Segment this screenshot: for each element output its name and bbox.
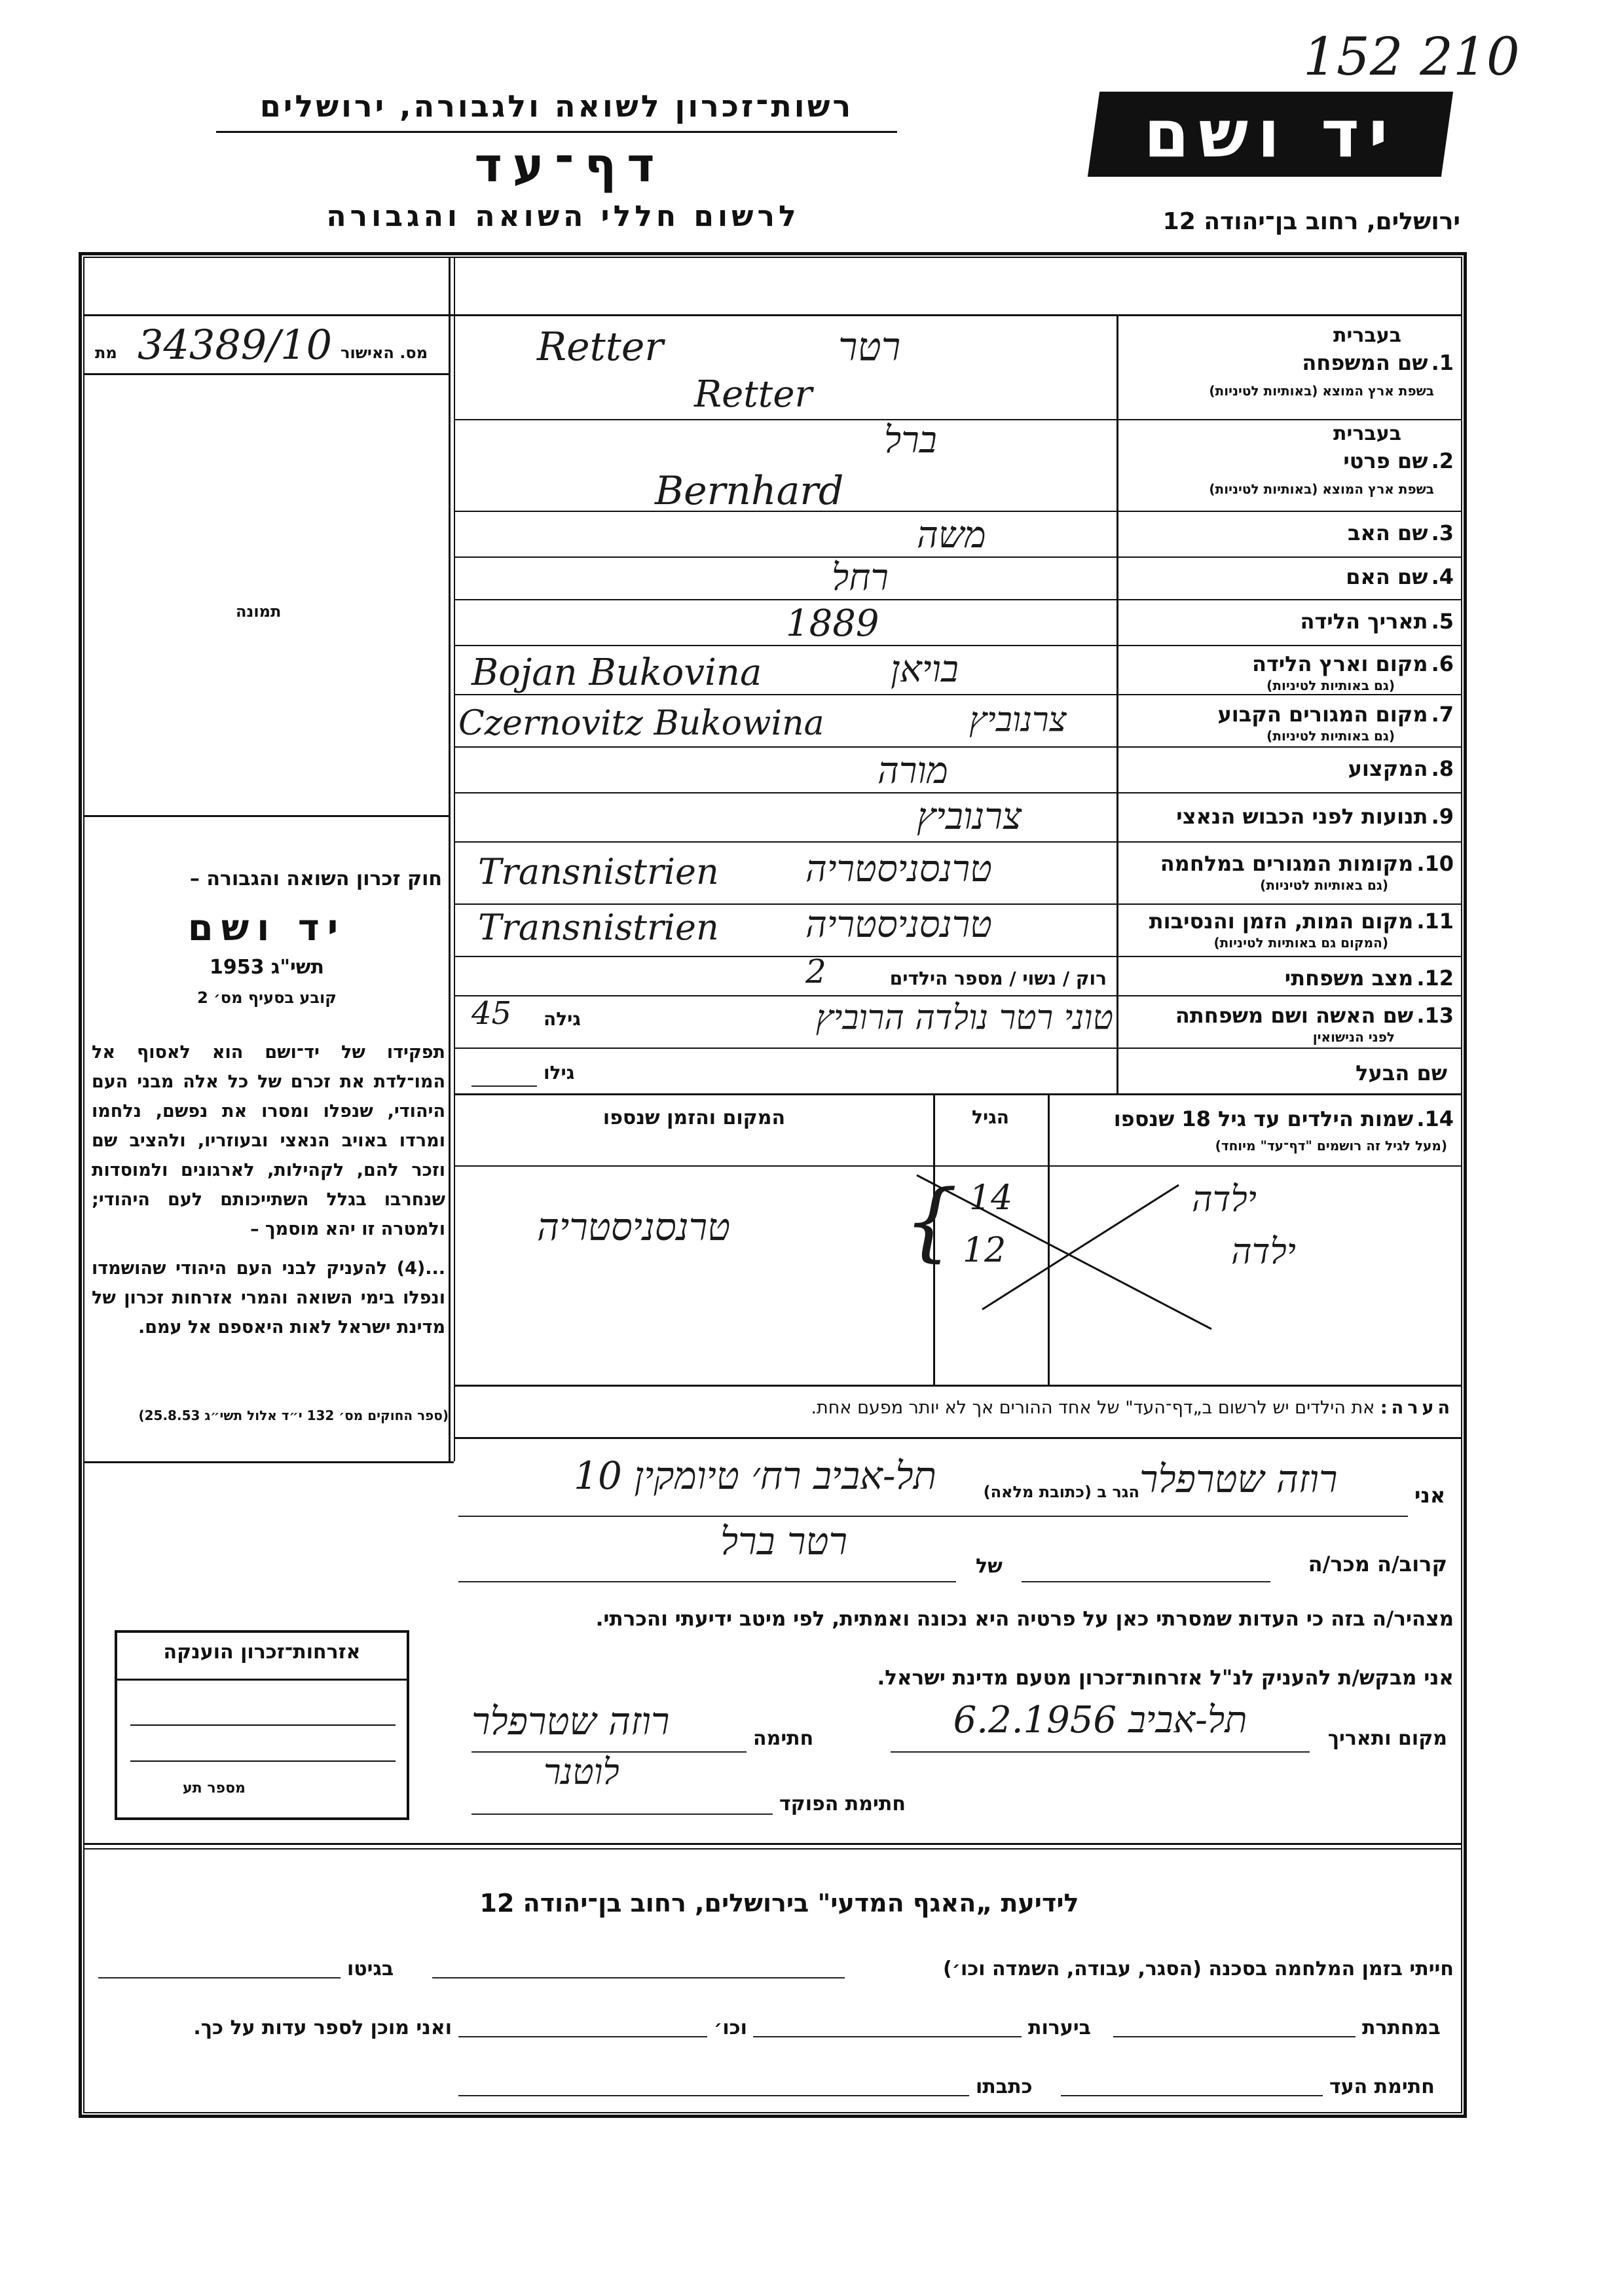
relation-person: רטר ברל — [720, 1519, 848, 1563]
field-1-value-latin: Retter — [537, 324, 664, 370]
law-clause4: ...(4) להעניק לבני העם היהודי שהושמדו ונפלו בימי השואה והמרי אזרחות זכרון של מדינת ישראל לאות היאספם אל עמם. — [92, 1258, 445, 1338]
law-year: תשי"ג 1953 — [209, 956, 325, 979]
form-subtitle: לרשום חללי השואה והגבורה — [326, 200, 800, 233]
field-13-value: טוני רטר נולדה הרוביץ — [815, 998, 1113, 1038]
authority-title: רשות־זכרון לשואה ולגבורה, ירושלים — [259, 88, 854, 124]
field-9-value: צרנוביץ — [917, 795, 1022, 838]
children-place: טרנסניסטריה — [537, 1205, 731, 1249]
field-2-value-hebrew: ברל — [884, 419, 937, 462]
place-date: תל-אביב 6.2.1956 — [953, 1699, 1247, 1741]
declarant-ani: אני — [1414, 1483, 1446, 1508]
field-6-value-hebrew: בויאן — [891, 648, 959, 691]
declarant-address-label: הגר ב (כתובת מלאה) — [983, 1483, 1139, 1501]
bottom-line3-start: חתימת העד — [1329, 2075, 1435, 2098]
declarant-address: תל-אביב רח׳ טיומקין 10 — [574, 1453, 936, 1498]
field-13-sub: לפני הנישואין — [1312, 1029, 1395, 1045]
request-text: אני מבקש/ת להעניק לנ"ל אזרחות־זכרון מטעם מדינת ישראל. — [877, 1666, 1454, 1690]
field-10-value-hebrew: טרנסניסטריה — [805, 848, 992, 890]
citizenship-stamp-box — [115, 1630, 409, 1820]
field-1-sub: בשפת ארץ המוצא (באותיות לטיניות) — [1209, 383, 1434, 399]
children-sub: (מעל לגיל זה רושמים "דף־עד" מיוחד) — [1215, 1138, 1447, 1154]
field-13-age: 45 — [471, 995, 512, 1032]
bottom-line2-mid: ביערות — [1028, 2016, 1091, 2039]
field-2-lang: בעברית — [1333, 422, 1401, 445]
field-1-value-latin-2: Retter — [694, 373, 813, 416]
bottom-line3-end: כתבתו — [976, 2075, 1033, 2098]
field-2-value-latin: Bernhard — [655, 468, 844, 514]
field-7-label: 7. מקום המגורים הקבוע — [1217, 702, 1454, 727]
field-10-label: 10. מקומות המגורים במלחמה — [1160, 851, 1454, 876]
header-address: ירושלים, רחוב בן־יהודה 12 — [1162, 208, 1460, 235]
declarant-name: רוזה שטרפלר — [1139, 1457, 1338, 1501]
officer-signature: לוטנר — [544, 1751, 619, 1793]
bottom-line2-end: ואני מוכן לספר עדות על כך. — [193, 2016, 452, 2039]
field-1-label: 1. שם המשפחה — [1302, 350, 1454, 375]
field-12-label: 12. מצב משפחתי — [1284, 966, 1454, 991]
field-4-label: 4. שם האם — [1346, 564, 1454, 589]
note: הערה: את הילדים יש לרשום ב„דף־העד" של אחד ההורים אך לא יותר מפעם אחת. — [811, 1398, 1454, 1418]
field-11-sub: (המקום גם באותיות לטיניות) — [1213, 935, 1388, 951]
children-place-header: המקום והזמן שנספו — [602, 1106, 786, 1129]
field-9-label: 9. תנועות לפני הכבוש הנאצי — [1176, 804, 1454, 829]
field-11-value-hebrew: טרנסניסטריה — [805, 903, 992, 946]
law-title: חוק זכרון השואה והגבורה – — [189, 867, 442, 890]
field-10-value-latin: Transnistrien — [478, 851, 719, 892]
field-12-prefix: רוק / נשוי / מספר הילדים — [889, 968, 1107, 989]
photo-placeholder: תמונה — [236, 602, 282, 621]
field-3-label: 3. שם האב — [1348, 520, 1454, 545]
children-brace: { — [904, 1171, 958, 1271]
children-age-header: הגיל — [972, 1106, 1009, 1128]
field-7-value-latin: Czernovitz Bukowina — [458, 704, 824, 743]
bottom-line2-mid2: וכו׳ — [714, 2016, 747, 2039]
child-1-age: 14 — [969, 1178, 1013, 1218]
declaration-text: מצהיר/ה בזה כי העדות שמסרתי כאן על פרטיה היא נכונה ואמתית, לפי מיטב ידיעתי והכרתי. — [595, 1607, 1454, 1631]
children-crossout — [904, 1165, 1231, 1349]
field-10-sub: (גם באותיות לטיניות) — [1260, 877, 1388, 893]
child-1-name: ילדה — [1192, 1178, 1257, 1220]
bottom-header: לידיעת „האגף המדעי" בירושלים, רחוב בן־יהודה 12 — [479, 1889, 1079, 1918]
form-title: דף־עד — [474, 137, 665, 192]
law-source: (ספר החוקים מס׳ 132 י״ד אלול תשי״ג 25.8.53) — [138, 1408, 449, 1423]
officer-signature-label: חתימת הפוקד — [779, 1793, 906, 1815]
field-11-value-latin: Transnistrien — [478, 907, 719, 948]
archive-number: 152 210 — [1303, 26, 1520, 87]
place-date-label: מקום ותאריך — [1327, 1727, 1447, 1750]
yad-vashem-logo: יד ושם — [1088, 92, 1453, 177]
field-13-age-label: גילה — [544, 1008, 581, 1030]
bottom-line2-start: במחתרת — [1362, 2016, 1441, 2039]
field-7-sub: (גם באותיות לטיניות) — [1266, 728, 1395, 744]
field-4-value: רחל — [832, 556, 889, 599]
relation-label: קרוב/ה מכר/ה — [1308, 1552, 1447, 1576]
husband-age-label: גילו — [544, 1062, 575, 1084]
registry-label: מס. האישור — [341, 344, 428, 362]
stamp-number-label: מספר תע — [183, 1780, 246, 1796]
registry-number: 34389/10 — [138, 321, 333, 369]
field-2-label: 2. שם פרטי — [1343, 448, 1454, 473]
registry-suffix: מת — [95, 344, 117, 362]
field-7-value-hebrew: צרנוביץ — [969, 701, 1067, 740]
field-12-value: 2 — [805, 953, 826, 991]
field-11-label: 11. מקום המות, הזמן והנסיבות — [1149, 909, 1454, 934]
field-6-label: 6. מקום וארץ הלידה — [1251, 651, 1454, 676]
bottom-line1-label: חייתי בזמן המלחמה בסכנה (הסגר, עבודה, השמדה וכו׳) — [942, 1958, 1454, 1980]
field-3-value: משה — [917, 514, 986, 556]
law-clause: קובע בסעיף מס׳ 2 — [197, 989, 337, 1007]
field-2-sub: בשפת ארץ המוצא (באותיות לטיניות) — [1209, 481, 1434, 497]
husband-label: שם הבעל — [1356, 1061, 1447, 1085]
field-8-value: מורה — [877, 750, 948, 792]
field-1-lang: בעברית — [1333, 324, 1401, 347]
relation-of-label: של — [976, 1555, 1003, 1578]
field-1-value-hebrew: רטר — [838, 324, 901, 370]
field-6-sub: (גם באותיות לטיניות) — [1266, 678, 1395, 693]
field-13-label: 13. שם האשה ושם משפחתה — [1175, 1003, 1454, 1028]
law-body: תפקידו של יד־ושם הוא לאסוף אל המו־לדת את זכרם של כל אלה מבני העם היהודי, שנפלו ומסרו את נפשם, נלחמו ומרדו באויב הנאצי ובעוזריו, ולהציב שם וזכר להם, לקהילות, לארגונים ולמוסדות שנחרבו בגלל השתייכותם לעם היהודי; ולמטרה זו יהא מוסמך – — [92, 1042, 445, 1239]
field-5-label: 5. תאריך הלידה — [1300, 609, 1454, 634]
child-2-age: 12 — [963, 1231, 1006, 1270]
field-5-value: 1889 — [786, 602, 879, 645]
authority-underline — [216, 131, 897, 133]
stamp-title: אזרחות־זכרון הוענקה — [163, 1641, 361, 1664]
child-2-name: ילדה — [1231, 1231, 1296, 1272]
bottom-line1-end: בגיטו — [347, 1958, 394, 1980]
declarant-signature: רוזה שטרפלר — [471, 1699, 670, 1743]
field-6-value-latin: Bojan Bukovina — [471, 651, 762, 694]
children-label: 14. שמות הילדים עד גיל 18 שנספו — [1113, 1106, 1454, 1131]
field-8-label: 8. המקצוע — [1348, 756, 1454, 781]
law-name: יד ושם — [187, 907, 346, 949]
signature-label: חתימה — [753, 1727, 814, 1750]
